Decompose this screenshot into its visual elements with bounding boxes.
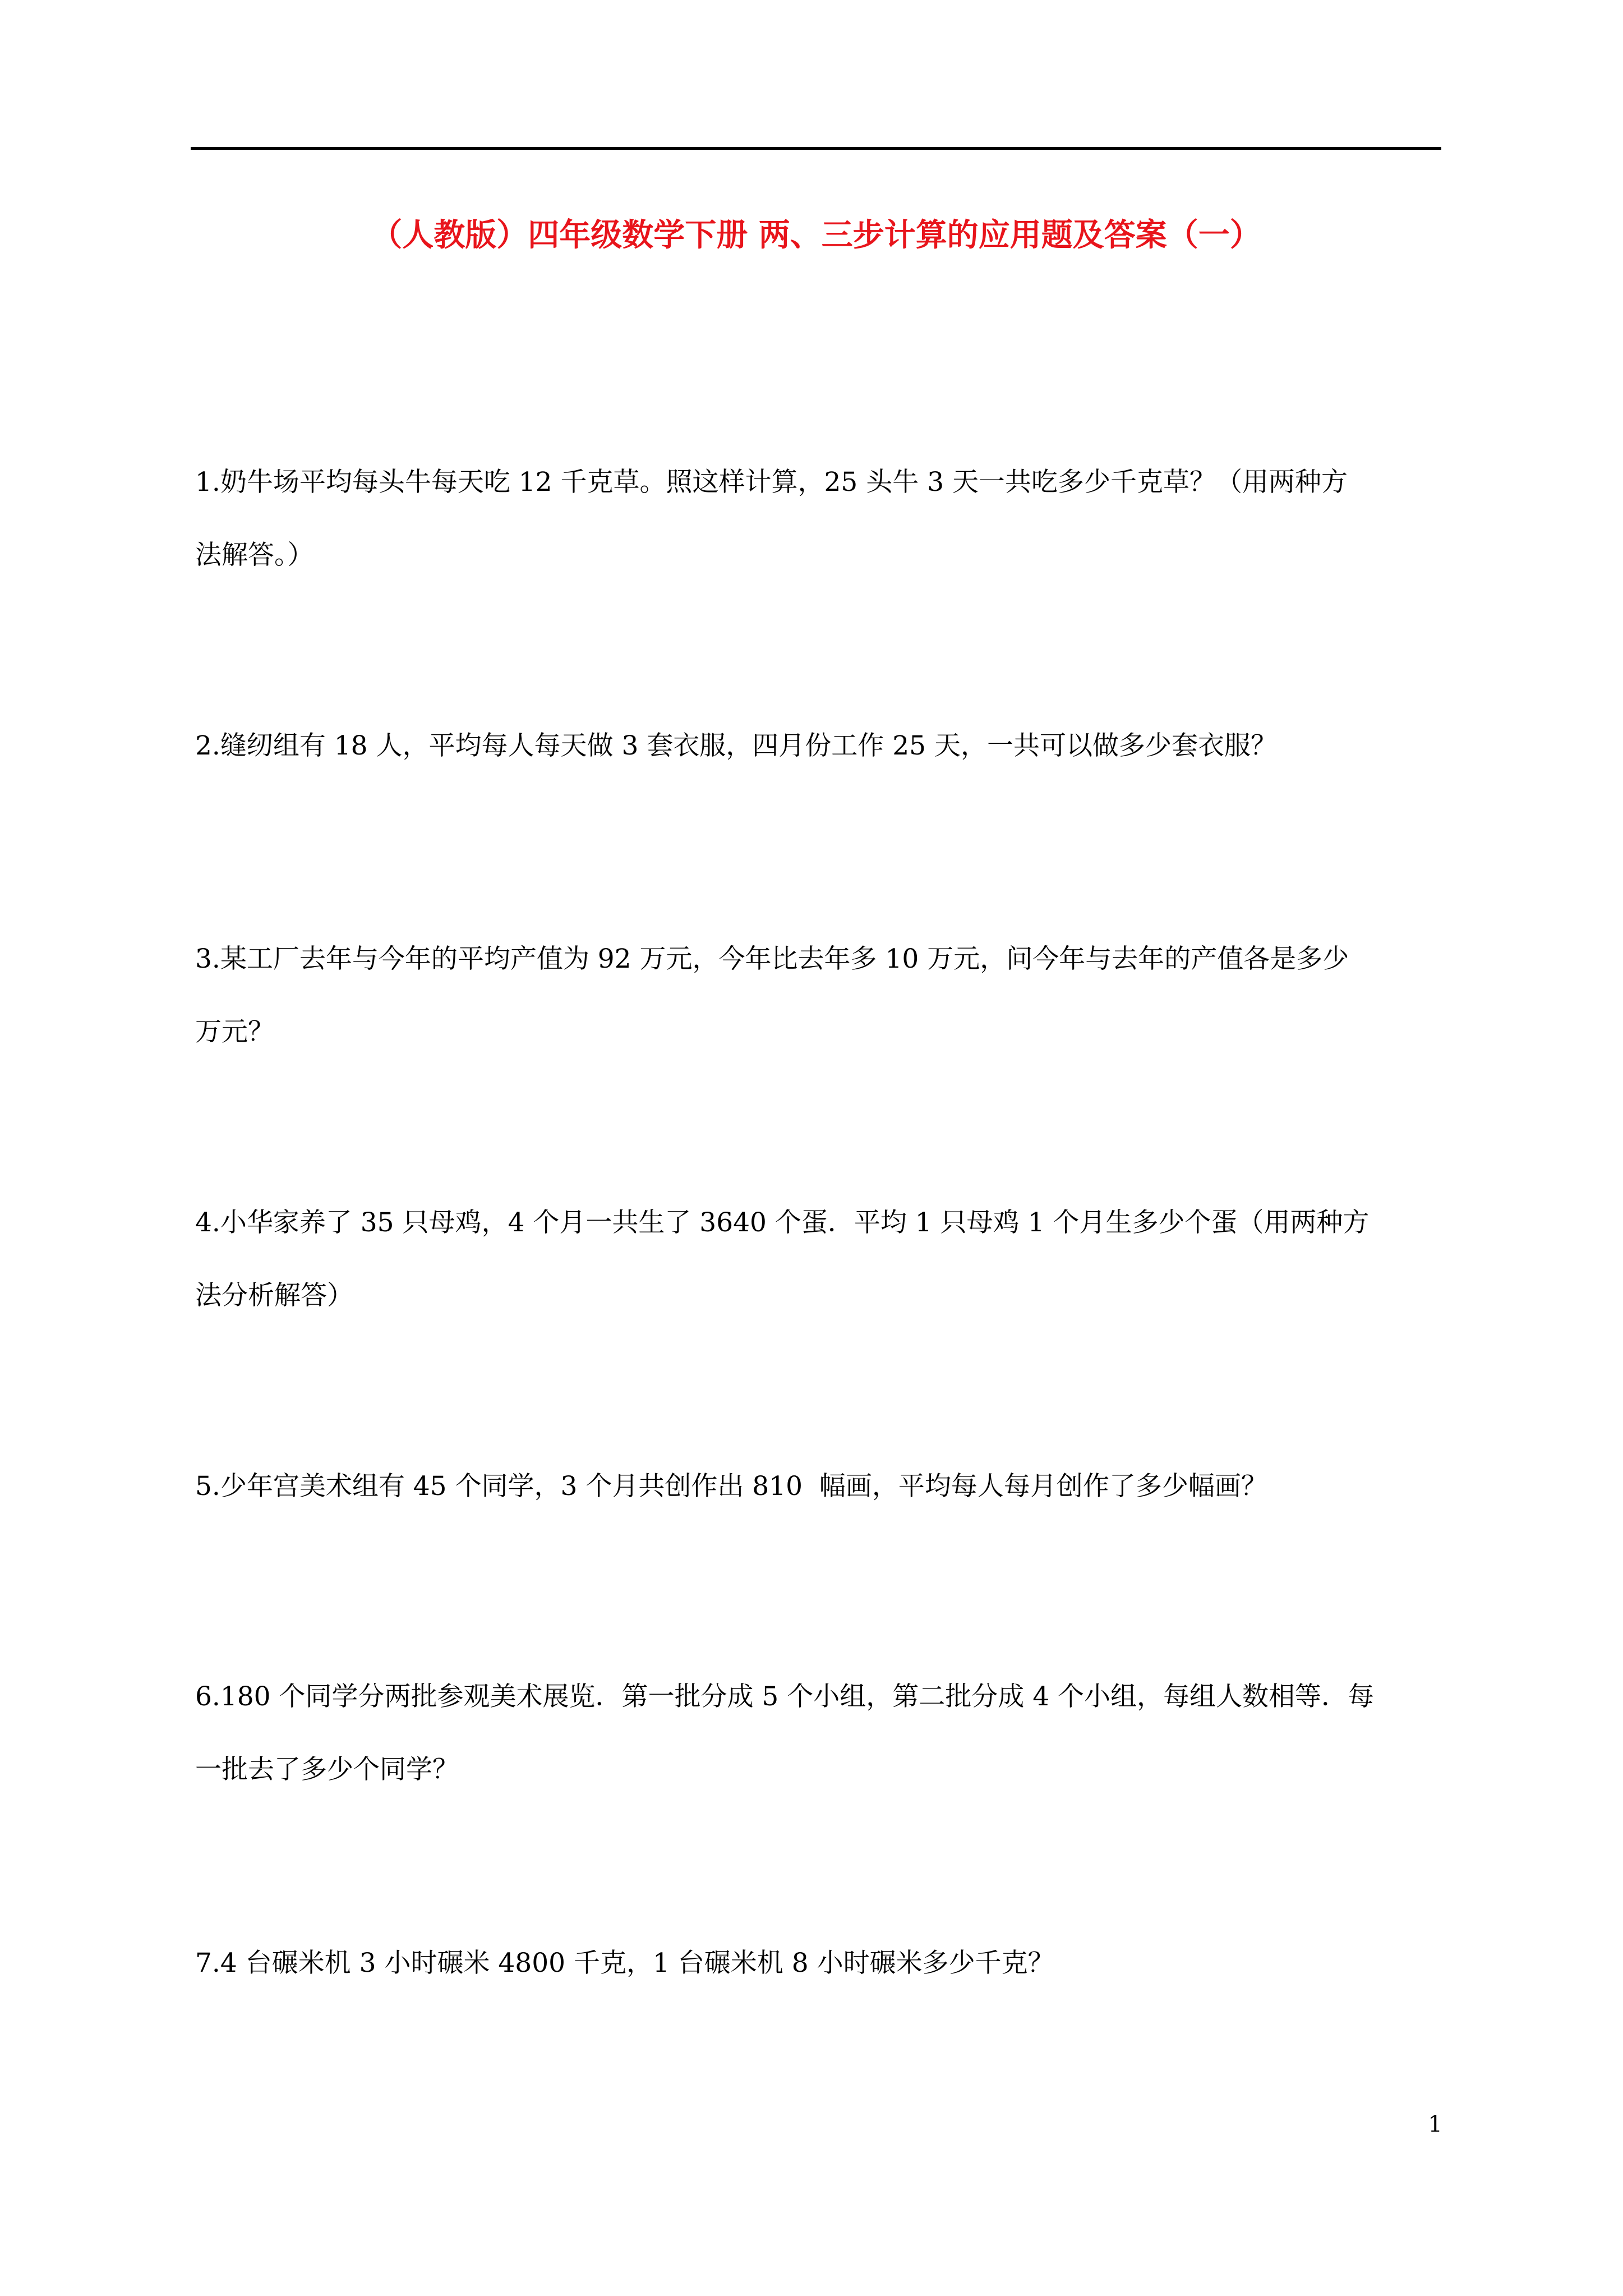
question-7 <box>195 1927 1446 2000</box>
question-3 <box>195 923 1446 1069</box>
question-5-line-1: 5.少年宫美术组有 45 个同学，3 个月共创作出 810 幅画，平均每人每月创作了多少幅画？ <box>195 1471 1267 1502</box>
question-4-line-2: 法分析解答） <box>195 1280 353 1311</box>
question-5 <box>195 1450 1446 1523</box>
question-4 <box>195 1186 1446 1332</box>
question-6 <box>195 1660 1446 1806</box>
question-1-line-1: 1.奶牛场平均每头牛每天吃 12 千克草。照这样计算，25 头牛 3 天一共吃多少千克草？（用两种方 <box>195 467 1348 498</box>
header-rule <box>191 147 1441 150</box>
question-6-line-2: 一批去了多少个同学？ <box>195 1754 459 1785</box>
question-6-line-1: 6.180 个同学分两批参观美术展览．第一批分成 5 个小组，第二批分成 4 个小组，每组人数相等．每 <box>195 1681 1375 1712</box>
page-number: 1 <box>1428 2111 1442 2137</box>
question-2 <box>195 710 1446 783</box>
document-title: （人教版）四年级数学下册 两、三步计算的应用题及答案（一） <box>371 217 1261 254</box>
question-1 <box>195 446 1446 592</box>
question-3-line-1: 3.某工厂去年与今年的平均产值为 92 万元，今年比去年多 10 万元，问今年与去年的产值各是多少 <box>195 944 1349 974</box>
question-4-line-1: 4.小华家养了 35 只母鸡，4 个月一共生了 3640 个蛋．平均 1 只母鸡 1 个月生多少个蛋（用两种方 <box>195 1207 1370 1238</box>
question-7-line-1: 7.4 台碾米机 3 小时碾米 4800 千克，1 台碾米机 8 小时碾米多少千克？ <box>195 1948 1054 1978</box>
question-3-line-2: 万元？ <box>195 1016 274 1047</box>
question-1-line-2: 法解答。） <box>195 540 314 570</box>
question-2-line-1: 2.缝纫组有 18 人，平均每人每天做 3 套衣服，四月份工作 25 天，一共可以做多少套衣服？ <box>195 730 1277 761</box>
